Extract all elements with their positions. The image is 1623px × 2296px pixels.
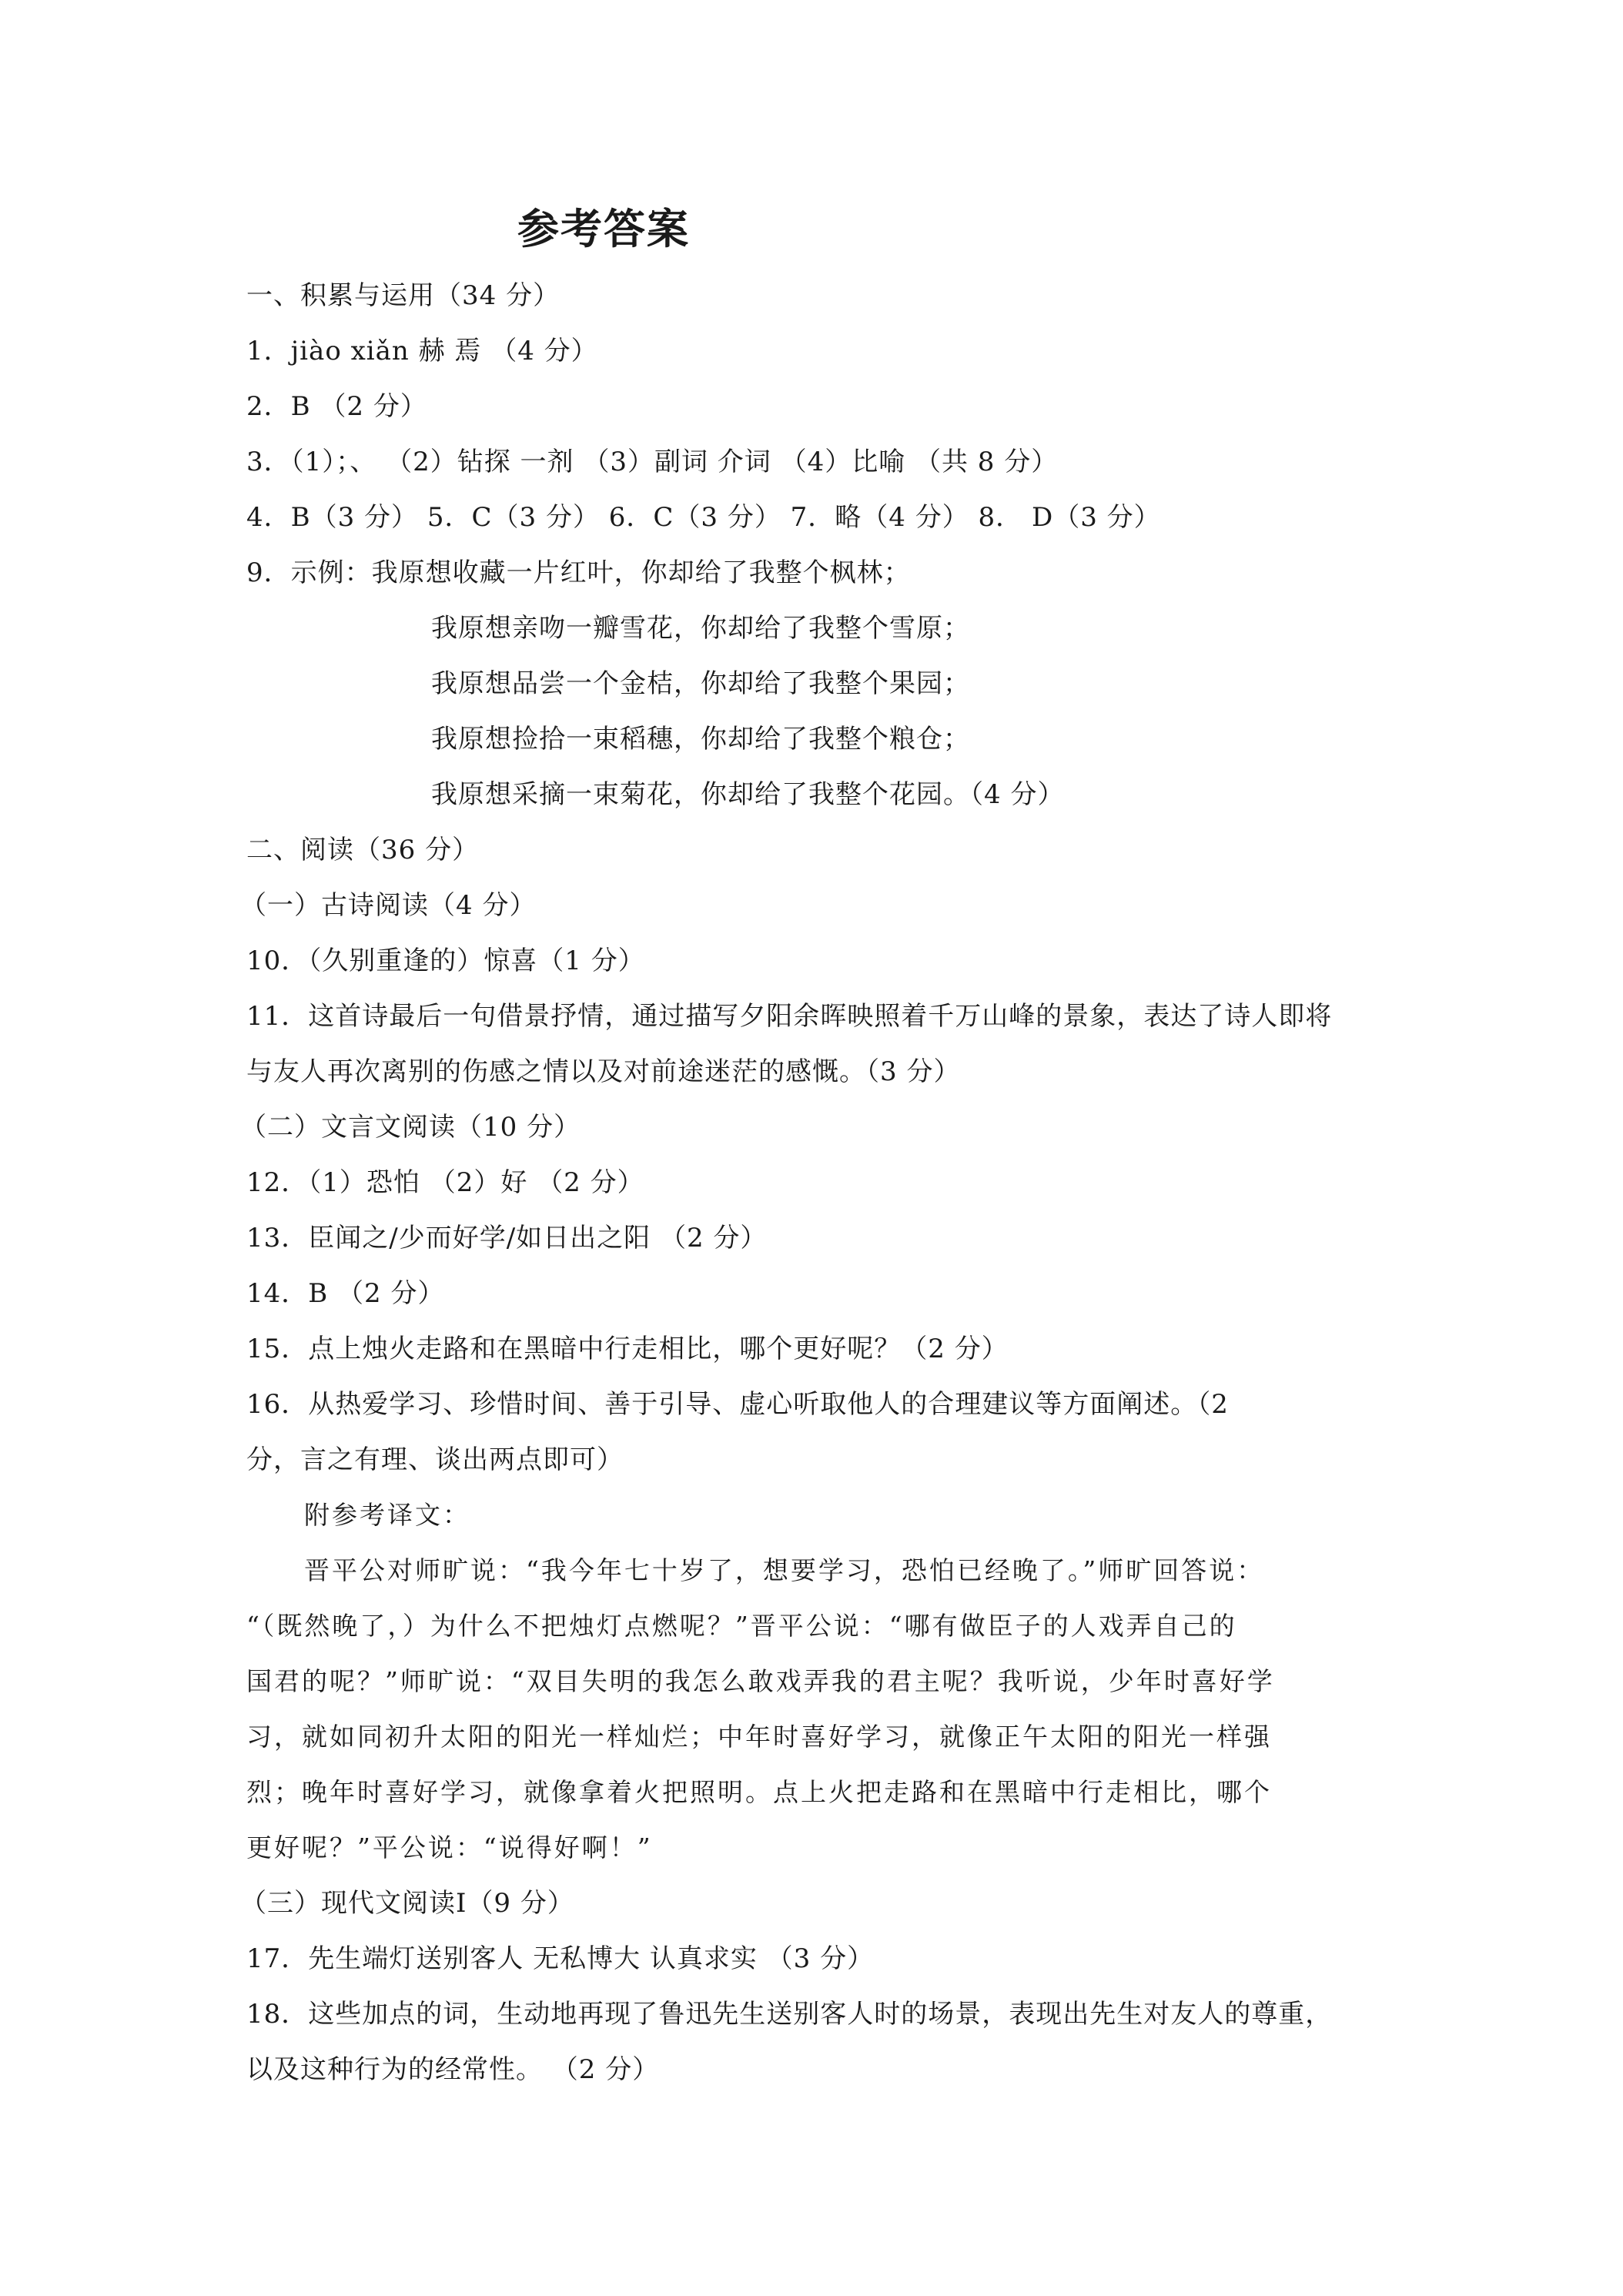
subsection-heading: （一）古诗阅读（4 分） [240,890,537,921]
answer-line: 4．B（3 分） 5．C（3 分） 6．C（3 分） 7．略（4 分） 8． D（3 分） [246,502,1161,533]
answer-line: 9．示例：我原想收藏一片红叶，你却给了我整个枫林； [246,557,911,588]
section-heading: 一、积累与运用（34 分） [246,280,561,311]
answer-line: 10．（久别重逢的）惊喜（1 分） [246,946,645,976]
translation-line: 晋平公对师旷说：“我今年七十岁了，想要学习，恐怕已经晚了。”师旷回答说： [304,1555,1265,1585]
subsection-heading: （三）现代文阅读I（9 分） [240,1888,574,1919]
answer-line: 与友人再次离别的伤感之情以及对前途迷茫的感慨。（3 分） [246,1056,961,1087]
answer-line: 以及这种行为的经常性。 （2 分） [246,2054,660,2085]
answer-line: 2．B （2 分） [246,391,427,422]
translation-line: 习，就如同初升太阳的阳光一样灿烂；中年时喜好学习，就像正午太阳的阳光一样强 [246,1722,1272,1752]
example-line: 我原想采摘一束菊花，你却给了我整个花园。（4 分） [431,779,1065,810]
section-heading: 二、阅读（36 分） [246,835,480,865]
example-line: 我原想捡拾一束稻穗，你却给了我整个粮仓； [431,724,970,755]
answer-line: 12．（1）恐怕 （2）好 （2 分） [246,1167,644,1198]
answer-line: 3．（1）；、 （2）钻探 一剂 （3）副词 介词 （4）比喻 （共 8 分） [246,447,1059,477]
translation-line: 烈；晚年时喜好学习，就像拿着火把照明。点上火把走路和在黑暗中行走相比，哪个 [246,1777,1272,1807]
answer-line: 14．B （2 分） [246,1278,445,1309]
answer-line: 13．臣闻之/少而好学/如日出之阳 （2 分） [246,1223,768,1253]
answer-line: 18．这些加点的词，生动地再现了鲁迅先生送别客人时的场景，表现出先生对友人的尊重， [246,1999,1333,2030]
answer-line: 11．这首诗最后一句借景抒情，通过描写夕阳余晖映照着千万山峰的景象，表达了诗人即将 [246,1001,1333,1032]
page-title: 参考答案 [517,205,690,253]
answer-line: 1．jiào xiǎn 赫 焉 （4 分） [246,336,598,366]
translation-line: 国君的呢？”师旷说：“双目失明的我怎么敢戏弄我的君主呢？我听说，少年时喜好学 [246,1666,1275,1696]
example-line: 我原想品尝一个金桔，你却给了我整个果园； [431,668,970,699]
answer-line: 16．从热爱学习、珍惜时间、善于引导、虚心听取他人的合理建议等方面阐述。（2 [246,1389,1229,1420]
answer-line: 17．先生端灯送别客人 无私博大 认真求实 （3 分） [246,1943,875,1974]
translation-line: 更好呢？”平公说：“说得好啊！” [246,1832,653,1863]
subsection-heading: （二）文言文阅读（10 分） [240,1112,581,1143]
translation-heading: 附参考译文： [304,1500,470,1530]
answer-line: 15．点上烛火走路和在黑暗中行走相比，哪个更好呢？（2 分） [246,1334,1009,1364]
translation-line: “（既然晚了，）为什么不把烛灯点燃呢？”晋平公说：“哪有做臣子的人戏弄自己的 [246,1611,1237,1641]
example-line: 我原想亲吻一瓣雪花，你却给了我整个雪原； [431,613,970,644]
answer-line: 分，言之有理、谈出两点即可） [246,1444,624,1475]
